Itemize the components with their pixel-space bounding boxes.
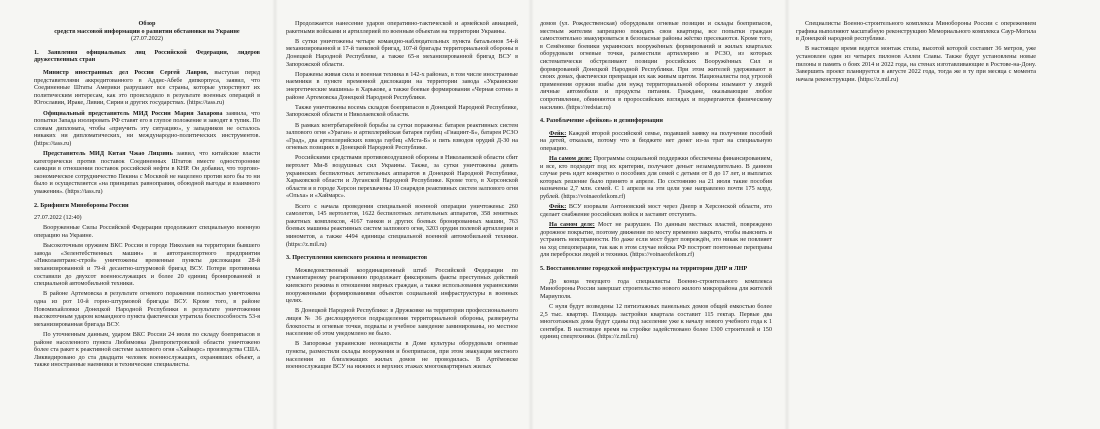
paragraph-text: выступая перед представителями аккредитованного в Аддис-Абебе дипкорпуса, заявил, что Соединенные Штаты Америки разрушают все страны, которые упорствуют их политическим интересам, как это происходило в результате военных операций в Югославии, Ираке, Ливии, Сирии и других государствах. (https://tass.ru) <box>34 68 260 107</box>
document-title: Обзор <box>138 20 156 27</box>
page-fold <box>784 0 790 429</box>
paragraph: С нуля будут возведены 12 пятиэтажных панельных домов общей емкостью более 2,5 тыс. квартир. Площадь застройки квартала составит 115 гектар. Первые два многоэтажных дома будут сданы под заселение уже к началу нового учебного года к 1 сентября. В настоящее время на стройке задействовано более 1300 строителей и 150 единиц спецтехники. (https://z.mil.ru) <box>540 302 772 341</box>
paragraph-lead: Официальный представитель МИД России Мария Захарова <box>43 109 223 117</box>
paragraph: До конца текущего года специалисты Военно-строительного комплекса Минобороны России завершат строительство нового жилого микрорайона для жителей Мариуполя. <box>540 277 772 300</box>
page-fold <box>272 0 278 429</box>
column-4 <box>796 20 1036 422</box>
paragraph: По уточненным данным, ударом ВКС России 24 июля по складу боеприпасов в районе населенного пункта Любимовка Днепропетровской области уничтожено более ста ракет к реактивной системе залпового огня «Хаймарс» производства США. Ликвидировано до ста двадцати человек военнослужащих, охранявших объект, а также иностранные наемники и технические специалисты. <box>34 330 260 369</box>
fake-label: Фейк: <box>549 203 567 211</box>
column-3 <box>540 20 772 422</box>
fake-item <box>540 203 772 218</box>
paragraph: Всего с начала проведения специальной военной операции уничтожены: 260 самолетов, 145 вертолетов, 1622 беспилотных летательных аппаратов, 358 зенитных ракетных комплексов, 4167 танков и других боевых бронированных машин, 763 боевых машины реактивных систем залпового огня, 3203 орудия полевой артиллерии и минометов, а также 4494 единицы специальной военной автомобильной техники. (https://z.mil.ru) <box>286 202 518 248</box>
section-heading-3: 3. Преступления киевского режима и неонацистов <box>286 254 428 262</box>
fact-text: Программы социальной поддержки обеспечены финансированием, и все, кто подходит под их критерии, получают деньег незамедлительно. В данном случае речь идет конкретно о пособиях для семей с детьми от 8 до 17 лет, и выплатах которых решение было принято в апреле. По состоянию на 21 июля такие пособия назначены 2,7 млн. семей. С 1 апреля на эти цели уже направлено почти 175 млрд. рублей. (https://voinaeofeikom.rf) <box>540 155 772 201</box>
fake-text: Каждой второй российской семье, подавшей заявку на получение пособий на детей, отказали, потому что в бюджете нет денег из-за трат на специальную операцию. <box>540 129 772 152</box>
paragraph-lead: Представитель МИД Китая Чжао Лицзянь <box>43 150 173 158</box>
fake-label: Фейк: <box>549 129 567 137</box>
paragraph: Вооруженные Силы Российской Федерации продолжают специальную военную операцию на Украине. <box>34 224 260 240</box>
paragraph-text: заявила, что попытки Запада изолировать РФ ставят его в глупое положение и заводят в тупик. По словам дипломата, чтобы «приучить эту ситуацию», у западников не осталось никаких ни дипломатических, ни международно-политических инструментов. (https://tass.ru) <box>34 109 260 147</box>
paragraph: Также уничтожены восемь складов боеприпасов в Донецкой Народной Республике, Запорожской области и Николаевской области. <box>286 103 518 119</box>
paragraph: В Донецкой Народной Республике: в Дружковке на территории профессионального лицея № 36 дислоцируются подразделения территориальной обороны, развернуты блокпосты и огневые точки, подвалы и учебное заведение заминированы, но местное население об этом уведомлено не было. <box>286 307 518 338</box>
paragraph: Межведомственный координационный штаб Российской Федерации по гуманитарному реагированию продолжает фиксировать факты преступных действий киевского режима в отношении мирных граждан, а также использования украинскими вооруженными формированиями объектов социальной инфраструктуры в военных целях. <box>286 266 518 305</box>
section-heading-5: 5. Восстановление городской инфраструктуры на территории ДНР и ЛНР <box>540 265 748 272</box>
fact-text: Мост не разрушен. По данным местных властей, повреждено дорожное покрытие, поэтому движение по мосту временно закрыто, чтобы выяснить и устранить неисправности. Но даже если мост будет повреждён, это никак не повлияет на ход спецоперации, так как в этом случае войска РФ построят понтонные переправы для переброски людей и техники. (https://voinaeofeikom.rf) <box>540 221 772 259</box>
briefing-date: 27.07.2022 (12:40) <box>34 214 82 222</box>
fake-item <box>540 130 772 153</box>
paragraph: В районе Артемовска в результате огневого поражения полностью уничтожена одна из рот 10-й горно-штурмовой бригады ВСУ. Кроме того, в районе Новомихайловки Донецкой Народной Республики в результате уничтожения высокоточным ударом командного пункта фактически утратила боеспособность 53-я механизированная бригада ВСУ. <box>34 290 260 328</box>
paragraph: Высокоточным оружием ВКС России в городе Николаев на территории бывшего завода «Зелентебственных машин» и автотранспортного предприятия «Николаевтранс-строй» уничтожены временные пункты дислокации 28-й механизированной и 79-й десантно-штурмовой бригад ВСУ. Потери противника составили до двухсот военнослужащих и более 20 единиц бронированной и специальной автомобильной техники. <box>34 242 260 288</box>
fact-label: На самом деле: <box>549 221 595 229</box>
paragraph: В настоящее время ведется монтаж стелы, высотой которой составит 36 метров, уже установлен один из четырех пилонов Аллеи Славы. Также будут установлены новые пилоны в память о боях 2014 и 2022 года, на стенах изготавливающие в Ростове-на-Дону. Завершить проект планируется в августе 2022 года, тогда же в ту при месяца с момента начала реконструкции. (https://z.mil.ru) <box>796 45 1036 83</box>
paragraph: Специалисты Военно-строительного комплекса Минобороны России с опережением графика выполняют масштабную реконструкцию Мемориального комплекса Саур-Могила в Донецкой народной республике. <box>796 20 1036 43</box>
fake-text: ВСУ взорвали Антоновский мост через Днепр в Херсонской области, это сделает снабжение российских войск и заставит отступить. <box>540 203 772 218</box>
section-heading-1: 1. Заявления официальных лиц Российской Федерации, лидеров дружественных стран <box>34 48 260 64</box>
paragraph <box>34 110 260 148</box>
paragraph: Поражены живая сила и военная техника в 142-х районах, в том числе иностранные наемники в пункте временной дислокации на территории завода «Украинские энергетические машины» в Харькове, а также боевые формирования «Черная сотня» в районе Артемовска Донецкой Народной Республики. <box>286 70 518 101</box>
document-date: (27.07.2022) <box>131 35 163 43</box>
paragraph: В Запорожье украинские неонацисты в Доме культуры оборудовали огневые пункты, разместили склады вооружения и боеприпасов, при этом эвакуация местного населения из близлежащих жилых домов не проводилась. В Артёмовске военнослужащие ВСУ на нижних и верхних этажах многоквартирных жилых <box>286 340 518 371</box>
column-2 <box>286 20 518 422</box>
paragraph: домов (ул. Рождественская) оборудовали огневые позиции и склады боеприпасов, местным жителям запрещено покидать свои квартиры, все попытки граждан самостоятельно эвакуироваться в безопасные районы жёстко пресекаются. Кроме того, в Семёновке боевики украинских вооружённых формирований и жилых кварталах оборудовали огневые точки, разместили артиллерию и РСЗО, из которых систематически обстреливают позиции российских Вооружённых Сил и формирований Донецкой Народной Республики. При этом жителей удерживают в своих домах, фактически превращая их как живым щитом. Националисты под угрозой применения оружия взабы для нужд территориальной обороны изымают у людей личные автомобили и продукты питания. Граждане, оказывающие любое сопротивление, обвиняются в пророссийских взглядах и подвергаются физическому насилию. (https://redstar.ru) <box>540 20 772 111</box>
paragraph: Российскими средствами противовоздушной обороны в Николаевской области сбит вертолет Ми-8 воздушных сил Украины. Также, за сутки уничтожены девять украинских беспилотных летательных аппаратов в Донецкой Народной Республике, Харьковской области и Луганской Народной Республике. Кроме того, в Херсонской области и в городе Херсон перехвачены 10 снарядов реактивных систем залпового огня «Ольха» и «Хаймарс». <box>286 154 518 200</box>
paragraph <box>34 150 260 196</box>
paragraph: В рамках контрбатарейной борьбы за сутки поражены: батарея реактивных систем залпового огня «Ураган» и артиллерийская батарея гаубиц «Гиацинт-Б», батарея РСЗО «Град», два артиллерийских взвода гаубиц «Мста-Б» и пять взводов орудий Д-30 на огневых позициях в Донецкой Народной Республике. <box>286 121 518 152</box>
fact-item <box>540 221 772 259</box>
paragraph: В сутки уничтожены четыре командно-наблюдательных пункта батальонов 54-й механизированной и 17-й танковой бригад, 107-й бригады территориальной обороны в Донецкой Народной Республике, а также 65-я механизированной бригад ВСУ в Запорожской области. <box>286 37 518 68</box>
page-fold <box>528 0 534 429</box>
fact-label: На самом деле: <box>549 155 592 163</box>
paragraph-lead: Министр иностранных дел России Сергей Лавров, <box>43 68 209 76</box>
paragraph-text: заявил, что китайские власти категорически против поставок Соединенных Штатов вместе односторонние санкции в отношении поставок российской нефти в КНР. Он добавил, что торгово-экономическое сотрудничество Пекина с Москвой не нацелено против кого бы то ни было и осуществляется «на принципах равноправия, обоюдной выгоды и взаимного уважения». (https://tass.ru) <box>34 150 260 196</box>
document-subtitle: средств массовой информации о развитии обстановки на Украине <box>54 27 240 35</box>
section-heading-2: 2. Брифинги Минобороны России <box>34 201 129 209</box>
paragraph <box>34 69 260 107</box>
section-heading-4: 4. Разоблачение «фейков» и дезинформации <box>540 117 663 125</box>
fact-item <box>540 155 772 201</box>
column-1 <box>34 20 260 422</box>
paragraph: Продолжается нанесение ударов оперативно-тактической и армейской авиацией, ракетными войсками и артиллерией по военным объектам на территории Украины. <box>286 20 518 35</box>
